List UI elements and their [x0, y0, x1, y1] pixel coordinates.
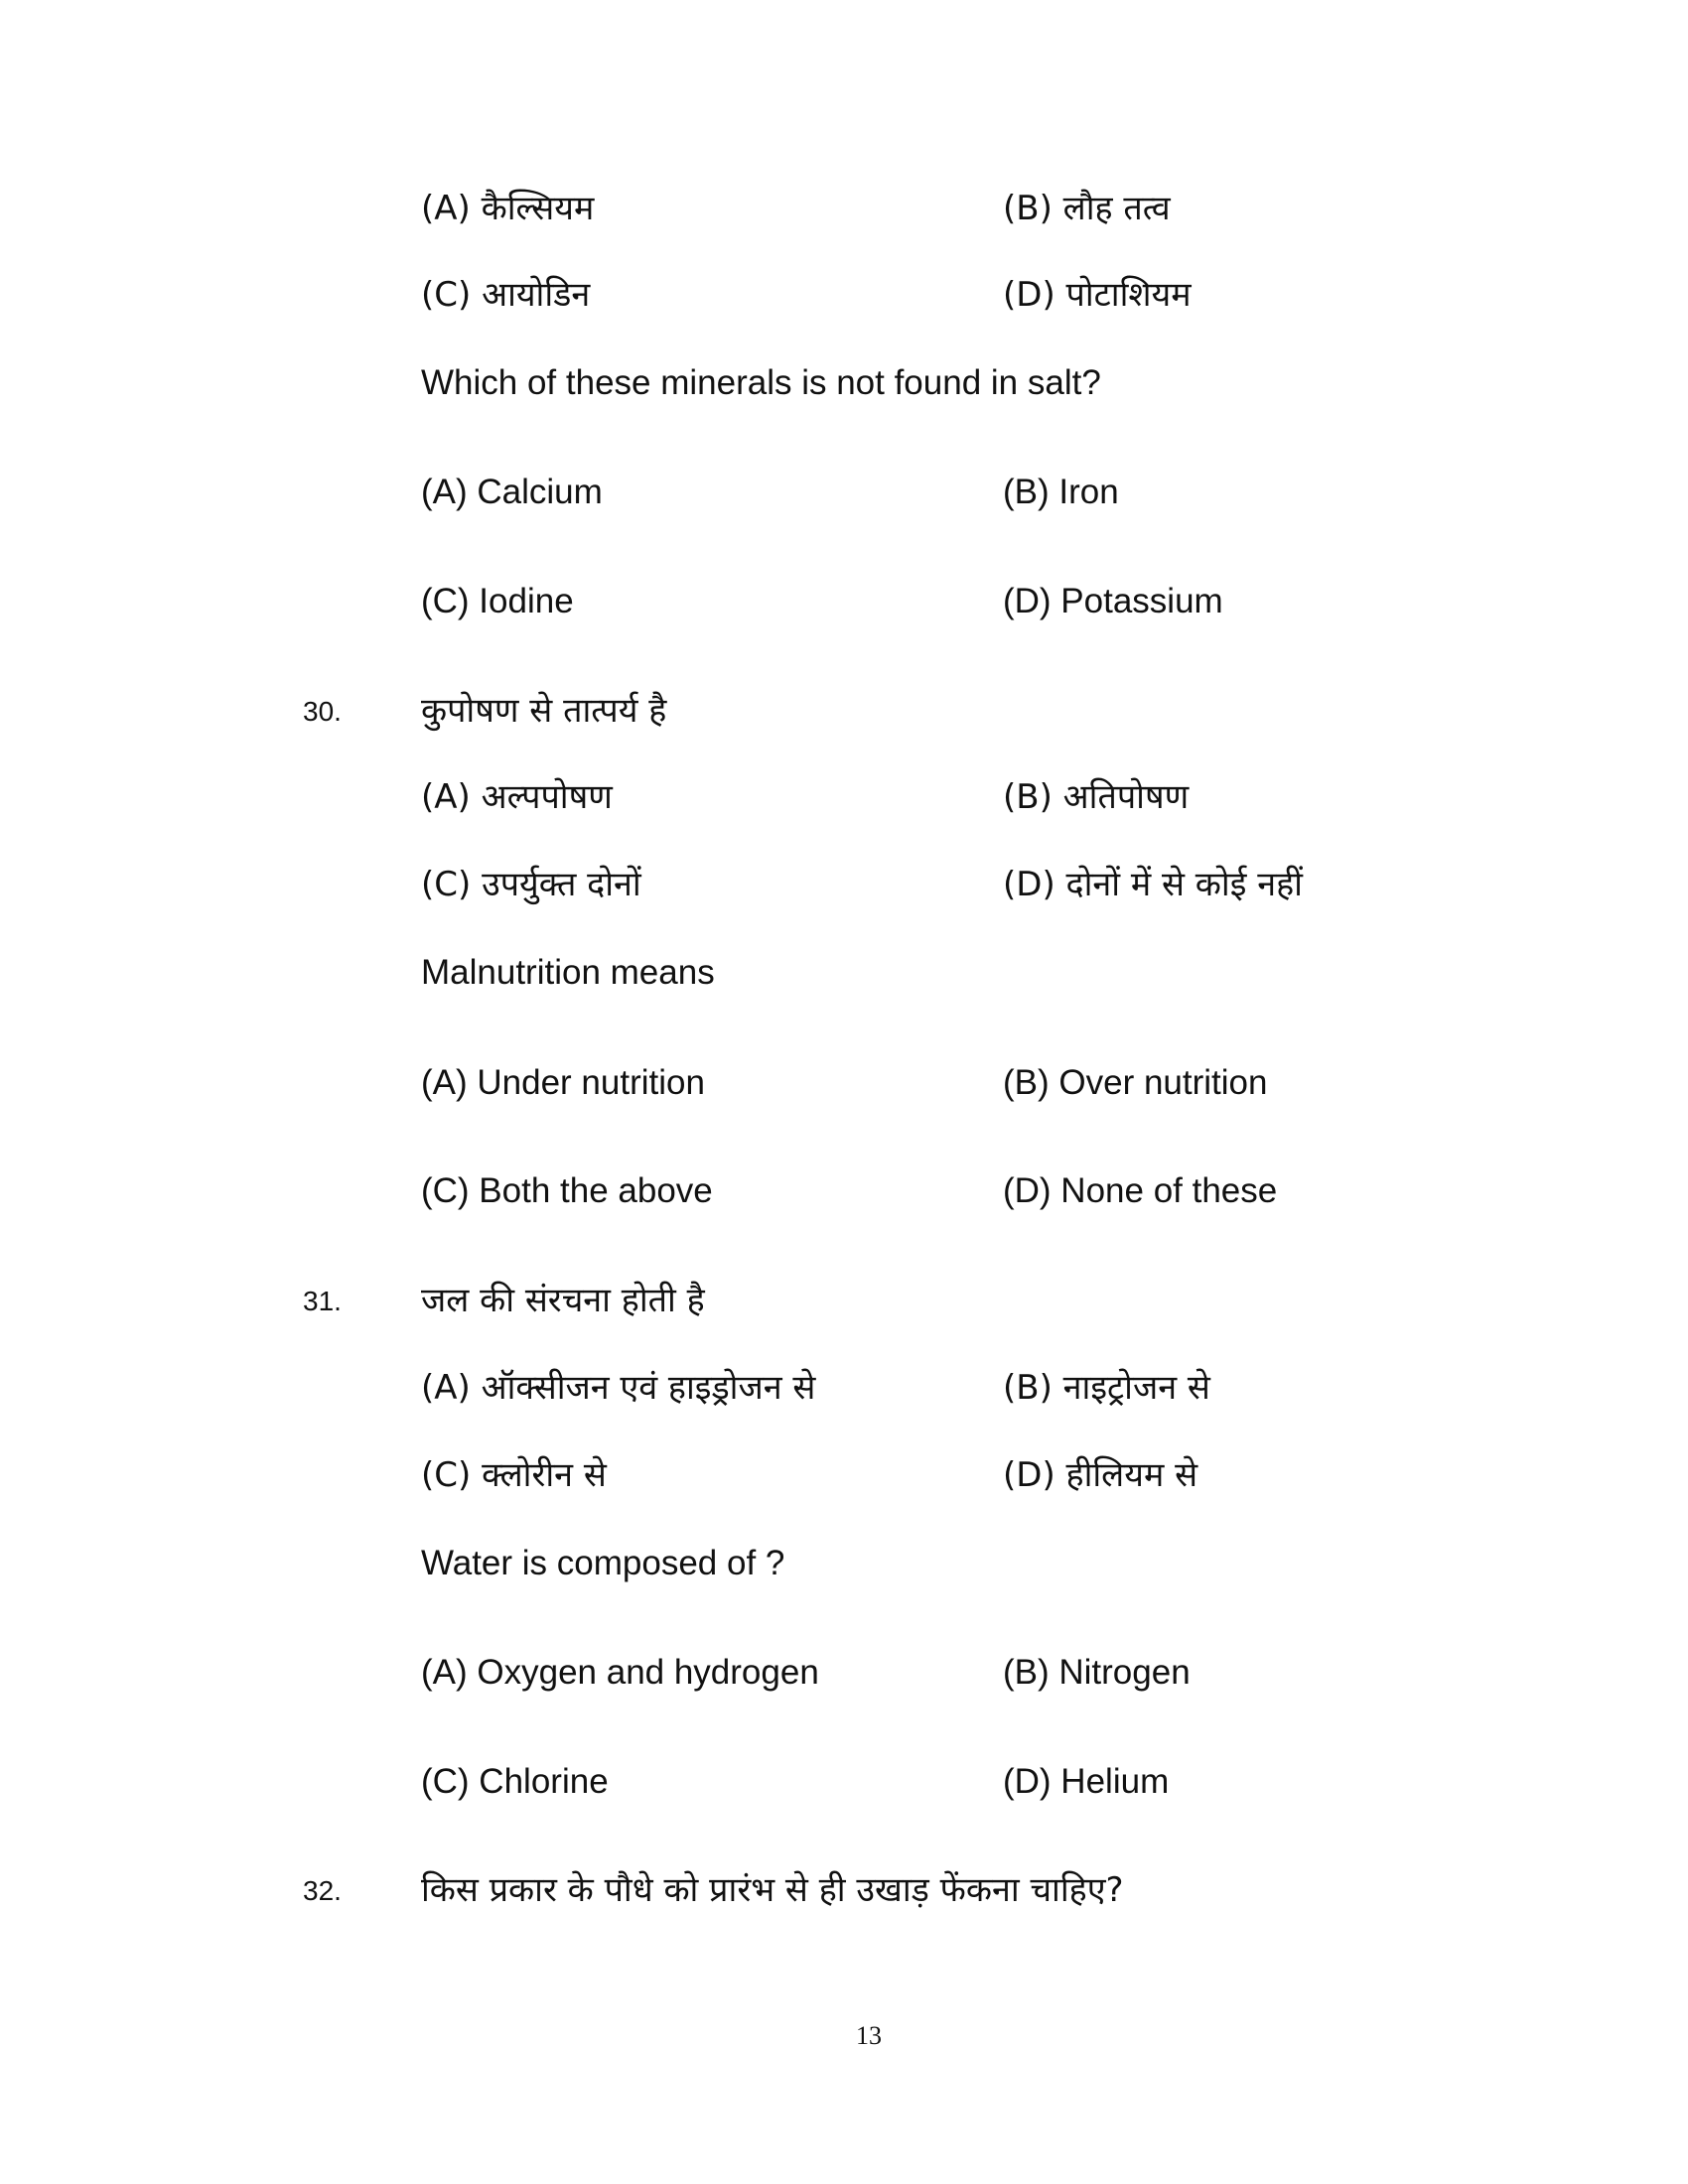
option-d-hindi: (D) दोनों में से कोई नहीं [1003, 865, 1303, 904]
option-c-hindi: (C) उपर्युक्त दोनों [421, 865, 641, 904]
option-c-hindi: (C) आयोडिन [421, 275, 591, 315]
option-b-hindi: (B) लौह तत्व [1003, 189, 1171, 228]
option-a-english: (A) Under nutrition [421, 1063, 705, 1102]
question-text-hindi: जल की संरचना होती है [421, 1281, 705, 1320]
question-text-english: Water is composed of ? [421, 1544, 785, 1582]
question-number: 30. [303, 696, 342, 727]
option-b-hindi: (B) नाइट्रोजन से [1003, 1368, 1210, 1408]
option-b-english: (B) Iron [1003, 473, 1119, 511]
question-text-english: Which of these minerals is not found in salt? [421, 363, 1101, 402]
question-number: 31. [303, 1286, 342, 1316]
option-a-english: (A) Oxygen and hydrogen [421, 1653, 819, 1692]
option-d-english: (D) None of these [1003, 1171, 1278, 1210]
option-c-english: (C) Chlorine [421, 1762, 609, 1801]
option-c-hindi: (C) क्लोरीन से [421, 1455, 607, 1495]
option-a-hindi: (A) ऑक्सीजन एवं हाइड्रोजन से [421, 1368, 816, 1408]
option-d-english: (D) Helium [1003, 1762, 1170, 1801]
option-c-english: (C) Iodine [421, 582, 574, 620]
option-b-english: (B) Nitrogen [1003, 1653, 1191, 1692]
option-d-english: (D) Potassium [1003, 582, 1223, 620]
option-b-hindi: (B) अतिपोषण [1003, 777, 1190, 817]
option-b-english: (B) Over nutrition [1003, 1063, 1268, 1102]
option-c-english: (C) Both the above [421, 1171, 713, 1210]
option-d-hindi: (D) हीलियम से [1003, 1455, 1198, 1495]
option-a-english: (A) Calcium [421, 473, 603, 511]
question-text-hindi: कुपोषण से तात्पर्य है [421, 691, 667, 731]
option-a-hindi: (A) अल्पपोषण [421, 777, 613, 817]
page-number: 13 [856, 2021, 882, 2050]
question-text-english: Malnutrition means [421, 953, 715, 992]
option-a-hindi: (A) कैल्सियम [421, 189, 595, 228]
option-d-hindi: (D) पोटाशियम [1003, 275, 1192, 315]
question-text-hindi: किस प्रकार के पौधे को प्रारंभ से ही उखाड़ फेंकना चाहिए? [421, 1870, 1124, 1910]
question-number: 32. [303, 1875, 342, 1906]
